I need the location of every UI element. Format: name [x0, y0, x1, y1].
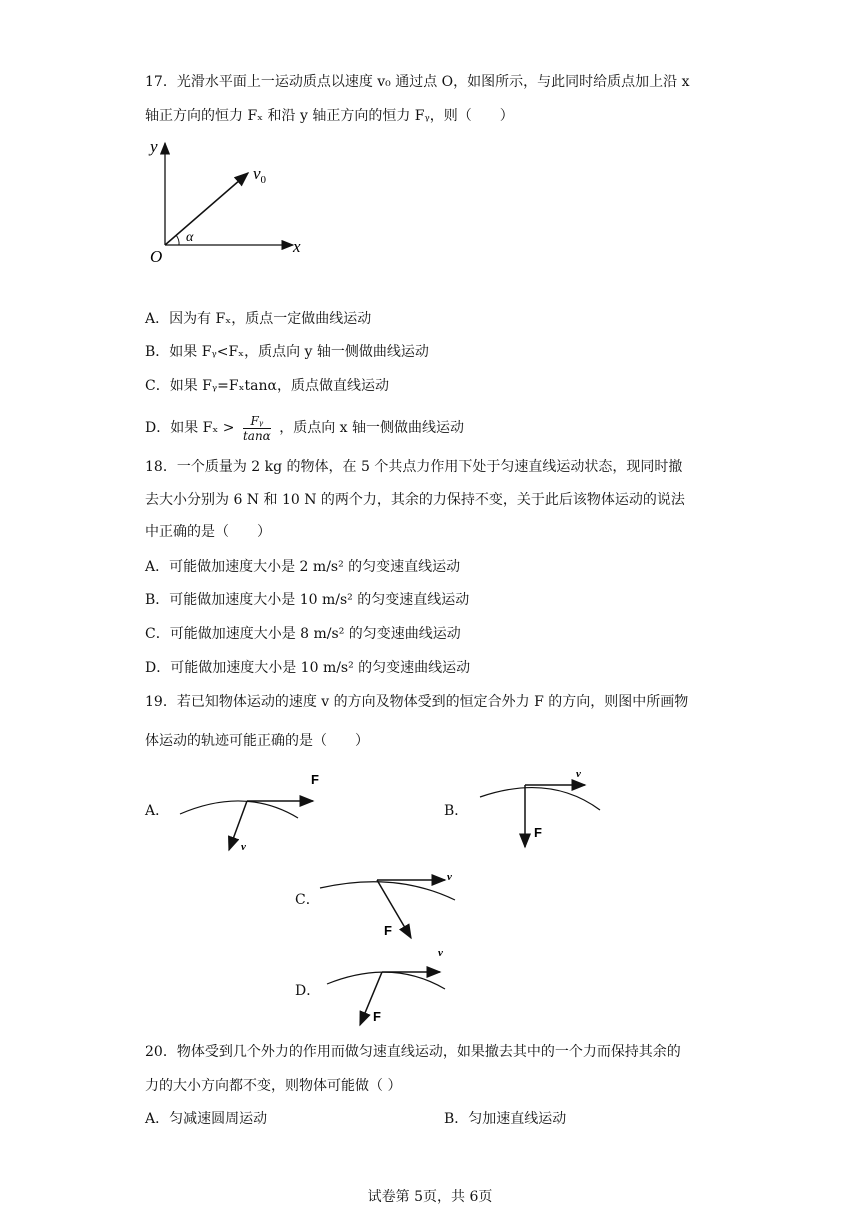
velocity-label: v: [447, 871, 452, 883]
q19-option-c-label: C．: [295, 892, 320, 908]
q17-option-c: C．如果 Fᵧ=Fₓtanα，质点做直线运动: [145, 378, 389, 394]
q17-option-a: A．因为有 Fₓ，质点一定做曲线运动: [145, 311, 372, 327]
velocity-label: v: [241, 841, 246, 853]
q20-option-a: A．匀减速圆周运动: [145, 1111, 268, 1127]
q17-option-b: B．如果 Fᵧ<Fₓ，质点向 y 轴一侧做曲线运动: [145, 344, 429, 360]
q18-option-a: A．可能做加速度大小是 2 m/s² 的匀变速直线运动: [145, 559, 461, 575]
trajectory-curve: [180, 801, 298, 818]
q18-stem-line2: 去大小分别为 6 N 和 10 N 的两个力，其余的力保持不变，关于此后该物体运动的说法: [145, 492, 685, 508]
q17-stem-line1: 17．光滑水平面上一运动质点以速度 v₀ 通过点 O，如图所示，与此同时给质点加上沿 x: [145, 74, 690, 90]
q19-stem-line1: 19．若已知物体运动的速度 v 的方向及物体受到的恒定合外力 F 的方向，则图中所画物: [145, 694, 689, 710]
q18-option-b: B．可能做加速度大小是 10 m/s² 的匀变速直线运动: [145, 592, 470, 608]
q19-figure-a: [175, 768, 335, 858]
velocity-label: v: [576, 768, 581, 780]
velocity-label: v: [438, 947, 443, 959]
origin-label: O: [150, 247, 163, 265]
fraction-numerator: Fᵧ: [243, 414, 271, 429]
q18-option-c: C．可能做加速度大小是 8 m/s² 的匀变速曲线运动: [145, 626, 461, 642]
v0-label: $v_0$: [253, 164, 267, 186]
force-label: F: [311, 772, 319, 787]
alpha-label: α: [186, 230, 194, 245]
x-axis-label: x: [293, 237, 301, 256]
q19-option-b-label: B．: [444, 803, 469, 819]
q18-stem-line1: 18．一个质量为 2 kg 的物体，在 5 个共点力作用下处于匀速直线运动状态，现同时撤: [145, 459, 683, 475]
q19-figure-d: [322, 944, 472, 1030]
q18-option-d: D．可能做加速度大小是 10 m/s² 的匀变速曲线运动: [145, 660, 471, 676]
y-axis-label: y: [150, 137, 158, 156]
force-arrow: [377, 880, 411, 938]
q18-stem-line3: 中正确的是（ ）: [145, 524, 271, 540]
q17-option-d: [145, 413, 464, 443]
trajectory-curve: [327, 972, 445, 989]
fraction: [243, 414, 271, 443]
page-footer: 试卷第 5页，共 6页: [367, 1189, 493, 1205]
q19-option-a-label: A．: [145, 803, 170, 819]
trajectory-curve: [480, 788, 600, 810]
fraction-denominator: tanα: [242, 428, 271, 443]
q19-option-d-label: D．: [295, 983, 321, 999]
force-label: F: [384, 923, 392, 938]
q17-option-d-prefix: D．如果 Fₓ >: [145, 420, 235, 436]
force-label: F: [373, 1009, 381, 1024]
q20-stem-line2: 力的大小方向都不变，则物体可能做（ ）: [145, 1078, 402, 1094]
q17-stem-line2: 轴正方向的恒力 Fₓ 和沿 y 轴正方向的恒力 Fᵧ，则（ ）: [145, 108, 514, 124]
q19-stem-line2: 体运动的轨迹可能正确的是（ ）: [145, 733, 369, 749]
q20-option-b: B．匀加速直线运动: [444, 1111, 567, 1127]
q19-figure-c: [315, 866, 475, 946]
q17-option-d-suffix: ，质点向 x 轴一侧做曲线运动: [279, 420, 465, 436]
q20-stem-line1: 20．物体受到几个外力的作用而做匀速直线运动，如果撤去其中的一个力而保持其余的: [145, 1044, 681, 1060]
force-label: F: [534, 825, 542, 840]
angle-arc: [176, 235, 179, 245]
v0-vector: [165, 173, 248, 245]
q19-figure-b: [475, 765, 615, 855]
q17-figure: [145, 135, 315, 265]
